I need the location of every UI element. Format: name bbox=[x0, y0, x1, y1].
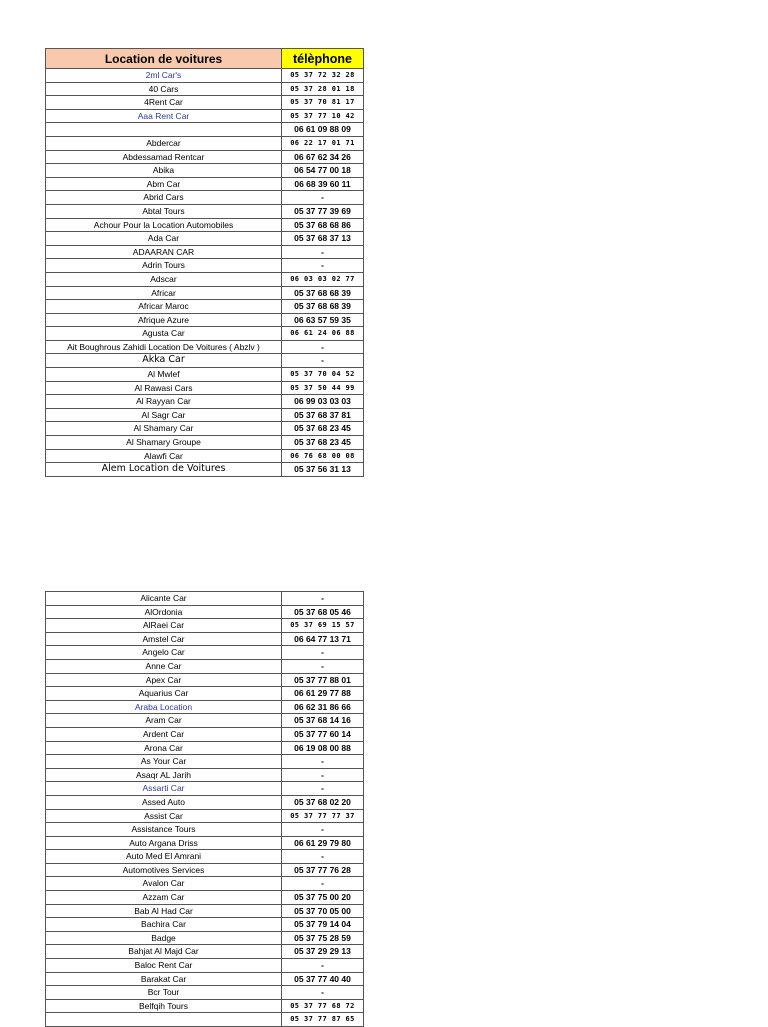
table-row bbox=[46, 659, 364, 673]
company-name-cell: 2ml Car's bbox=[46, 69, 282, 83]
phone-cell: 06 62 31 86 66 bbox=[282, 700, 364, 714]
company-name-cell: Azzam Car bbox=[46, 891, 282, 905]
table-row bbox=[46, 592, 364, 606]
company-name-cell: Bab Al Had Car bbox=[46, 904, 282, 918]
phone-cell: 05 37 70 04 52 bbox=[282, 368, 364, 382]
table-row bbox=[46, 795, 364, 809]
company-name-cell: Adrin Tours bbox=[46, 259, 282, 273]
table-row bbox=[46, 605, 364, 619]
company-name-cell: Africar Maroc bbox=[46, 300, 282, 314]
phone-cell: - bbox=[282, 850, 364, 864]
phone-cell: 05 37 68 37 81 bbox=[282, 408, 364, 422]
table-row bbox=[46, 646, 364, 660]
company-name-cell: Al Rayyan Car bbox=[46, 395, 282, 409]
company-name-cell: Bahjat Al Majd Car bbox=[46, 945, 282, 959]
table-row bbox=[46, 204, 364, 218]
company-name-cell: Agusta Car bbox=[46, 327, 282, 341]
table-row bbox=[46, 123, 364, 137]
company-name-cell: Amstel Car bbox=[46, 632, 282, 646]
table-row bbox=[46, 177, 364, 191]
phone-cell: 05 37 68 23 45 bbox=[282, 436, 364, 450]
table-row bbox=[46, 727, 364, 741]
table-row bbox=[46, 632, 364, 646]
table-row bbox=[46, 850, 364, 864]
phone-cell: 05 37 77 87 65 bbox=[282, 1013, 364, 1027]
company-name-cell: AlOrdonia bbox=[46, 605, 282, 619]
phone-cell: 05 37 77 88 01 bbox=[282, 673, 364, 687]
phone-cell: 05 37 77 68 72 bbox=[282, 999, 364, 1013]
company-name-cell: Auto Med El Amrani bbox=[46, 850, 282, 864]
phone-cell: - bbox=[282, 354, 364, 368]
phone-cell: 05 37 68 37 13 bbox=[282, 232, 364, 246]
table-row bbox=[46, 755, 364, 769]
table-row bbox=[46, 422, 364, 436]
phone-cell: - bbox=[282, 782, 364, 796]
phone-cell: 05 37 77 77 37 bbox=[282, 809, 364, 823]
company-name-cell: Auto Argana Driss bbox=[46, 836, 282, 850]
phone-cell: 06 19 08 00 88 bbox=[282, 741, 364, 755]
phone-cell: 05 37 68 23 45 bbox=[282, 422, 364, 436]
table-row bbox=[46, 82, 364, 96]
table-row bbox=[46, 395, 364, 409]
phone-cell: - bbox=[282, 659, 364, 673]
table-row bbox=[46, 340, 364, 354]
phone-cell: - bbox=[282, 959, 364, 973]
table-row bbox=[46, 836, 364, 850]
phone-cell: 06 64 77 13 71 bbox=[282, 632, 364, 646]
table-row bbox=[46, 191, 364, 205]
company-name-cell: Badge bbox=[46, 931, 282, 945]
table-row bbox=[46, 368, 364, 382]
table-row bbox=[46, 931, 364, 945]
table-row bbox=[46, 218, 364, 232]
table-row bbox=[46, 986, 364, 1000]
table-row bbox=[46, 999, 364, 1013]
company-name-cell: Adscar bbox=[46, 272, 282, 286]
column-header-name: Location de voitures bbox=[46, 49, 282, 69]
phone-cell: 05 37 68 68 39 bbox=[282, 286, 364, 300]
company-name-cell: Ada Car bbox=[46, 232, 282, 246]
phone-cell: 05 37 29 29 13 bbox=[282, 945, 364, 959]
company-name-cell: Assistance Tours bbox=[46, 823, 282, 837]
company-name-cell: Akka Car bbox=[46, 354, 282, 368]
phone-cell: 05 37 56 31 13 bbox=[282, 463, 364, 477]
company-name-cell: Asaqr AL Jarih bbox=[46, 768, 282, 782]
table-row bbox=[46, 619, 364, 633]
phone-cell: - bbox=[282, 259, 364, 273]
phone-cell: - bbox=[282, 986, 364, 1000]
table-row bbox=[46, 232, 364, 246]
company-name-cell: Abdercar bbox=[46, 136, 282, 150]
table-row bbox=[46, 782, 364, 796]
phone-cell: 05 37 68 14 16 bbox=[282, 714, 364, 728]
company-name-cell: Assarti Car bbox=[46, 782, 282, 796]
company-name-cell: 4Rent Car bbox=[46, 96, 282, 110]
phone-cell: 06 54 77 00 18 bbox=[282, 164, 364, 178]
table-row bbox=[46, 327, 364, 341]
phone-cell: 05 37 77 10 42 bbox=[282, 109, 364, 123]
table-row bbox=[46, 109, 364, 123]
company-name-cell: Africar bbox=[46, 286, 282, 300]
company-name-cell: Aram Car bbox=[46, 714, 282, 728]
phone-cell: 05 37 68 02 20 bbox=[282, 795, 364, 809]
table-row bbox=[46, 164, 364, 178]
rental-table-1 bbox=[45, 48, 364, 477]
table-row bbox=[46, 945, 364, 959]
company-name-cell: Alicante Car bbox=[46, 592, 282, 606]
phone-cell: 05 37 70 81 17 bbox=[282, 96, 364, 110]
phone-cell: - bbox=[282, 245, 364, 259]
table-row bbox=[46, 1013, 364, 1027]
table-row bbox=[46, 436, 364, 450]
phone-cell: 06 63 57 59 35 bbox=[282, 313, 364, 327]
table-row bbox=[46, 863, 364, 877]
company-name-cell: ADAARAN CAR bbox=[46, 245, 282, 259]
company-name-cell: Assist Car bbox=[46, 809, 282, 823]
phone-cell: 06 99 03 03 03 bbox=[282, 395, 364, 409]
company-name-cell: Avalon Car bbox=[46, 877, 282, 891]
company-name-cell: Apex Car bbox=[46, 673, 282, 687]
phone-cell: 05 37 77 40 40 bbox=[282, 972, 364, 986]
table-row bbox=[46, 673, 364, 687]
company-name-cell: Alem Location de Voitures bbox=[46, 463, 282, 477]
phone-cell: 06 61 29 77 88 bbox=[282, 687, 364, 701]
phone-cell: - bbox=[282, 877, 364, 891]
company-name-cell: Baloc Rent Car bbox=[46, 959, 282, 973]
phone-cell: - bbox=[282, 592, 364, 606]
column-header-phone: télèphone bbox=[282, 49, 364, 69]
table-row bbox=[46, 714, 364, 728]
table-row bbox=[46, 136, 364, 150]
phone-cell: 05 37 77 39 69 bbox=[282, 204, 364, 218]
company-name-cell: Arona Car bbox=[46, 741, 282, 755]
company-name-cell: Automotives Services bbox=[46, 863, 282, 877]
table-row bbox=[46, 741, 364, 755]
company-name-cell: Abtal Tours bbox=[46, 204, 282, 218]
table-row bbox=[46, 272, 364, 286]
table-row bbox=[46, 408, 364, 422]
table-row bbox=[46, 449, 364, 463]
phone-cell: 06 76 68 00 08 bbox=[282, 449, 364, 463]
table-row bbox=[46, 245, 364, 259]
table-row bbox=[46, 891, 364, 905]
phone-cell: 05 37 69 15 57 bbox=[282, 619, 364, 633]
table-row bbox=[46, 687, 364, 701]
company-name-cell: Angelo Car bbox=[46, 646, 282, 660]
phone-cell: 05 37 75 00 20 bbox=[282, 891, 364, 905]
phone-cell: 06 61 24 06 88 bbox=[282, 327, 364, 341]
company-name-cell: Aaa Rent Car bbox=[46, 109, 282, 123]
phone-cell: 05 37 68 68 39 bbox=[282, 300, 364, 314]
phone-cell: - bbox=[282, 755, 364, 769]
company-name-cell: Aquarius Car bbox=[46, 687, 282, 701]
table-row bbox=[46, 150, 364, 164]
company-name-cell bbox=[46, 123, 282, 137]
company-name-cell: Achour Pour la Location Automobiles bbox=[46, 218, 282, 232]
table-row bbox=[46, 700, 364, 714]
company-name-cell: Barakat Car bbox=[46, 972, 282, 986]
table-row bbox=[46, 259, 364, 273]
company-name-cell: Al Sagr Car bbox=[46, 408, 282, 422]
company-name-cell: Bcr Tour bbox=[46, 986, 282, 1000]
phone-cell: 06 61 09 88 09 bbox=[282, 123, 364, 137]
company-name-cell: Araba Location bbox=[46, 700, 282, 714]
table-row bbox=[46, 300, 364, 314]
company-name-cell: Al Shamary Groupe bbox=[46, 436, 282, 450]
company-name-cell: Ardent Car bbox=[46, 727, 282, 741]
table-row bbox=[46, 381, 364, 395]
company-name-cell bbox=[46, 1013, 282, 1027]
company-name-cell: Abika bbox=[46, 164, 282, 178]
phone-cell: 05 37 75 28 59 bbox=[282, 931, 364, 945]
table-row bbox=[46, 96, 364, 110]
company-name-cell: Al Mwlef bbox=[46, 368, 282, 382]
table-row bbox=[46, 959, 364, 973]
phone-cell: 06 22 17 01 71 bbox=[282, 136, 364, 150]
phone-cell: 06 61 29 79 80 bbox=[282, 836, 364, 850]
phone-cell: 06 67 62 34 26 bbox=[282, 150, 364, 164]
phone-cell: - bbox=[282, 191, 364, 205]
phone-cell: 05 37 79 14 04 bbox=[282, 918, 364, 932]
company-name-cell: Abdessamad Rentcar bbox=[46, 150, 282, 164]
phone-cell: - bbox=[282, 340, 364, 354]
company-name-cell: Anne Car bbox=[46, 659, 282, 673]
company-name-cell: Belfqih Tours bbox=[46, 999, 282, 1013]
phone-cell: 05 37 50 44 99 bbox=[282, 381, 364, 395]
rental-table-2 bbox=[45, 591, 364, 1027]
table-row bbox=[46, 904, 364, 918]
phone-cell: - bbox=[282, 646, 364, 660]
phone-cell: 05 37 68 05 46 bbox=[282, 605, 364, 619]
company-name-cell: Alawfi Car bbox=[46, 449, 282, 463]
company-name-cell: Abm Car bbox=[46, 177, 282, 191]
company-name-cell: AlRaei Car bbox=[46, 619, 282, 633]
company-name-cell: 40 Cars bbox=[46, 82, 282, 96]
company-name-cell: Al Rawasi Cars bbox=[46, 381, 282, 395]
phone-cell: 05 37 70 05 00 bbox=[282, 904, 364, 918]
company-name-cell: Assed Auto bbox=[46, 795, 282, 809]
phone-cell: 05 37 77 60 14 bbox=[282, 727, 364, 741]
phone-cell: 06 68 39 60 11 bbox=[282, 177, 364, 191]
phone-cell: 05 37 28 01 18 bbox=[282, 82, 364, 96]
table-row bbox=[46, 918, 364, 932]
table-body bbox=[46, 69, 364, 477]
table-row bbox=[46, 768, 364, 782]
company-name-cell: As Your Car bbox=[46, 755, 282, 769]
company-name-cell: Abrid Cars bbox=[46, 191, 282, 205]
company-name-cell: Al Shamary Car bbox=[46, 422, 282, 436]
company-name-cell: Ait Boughrous Zahidi Location De Voitures ( Abzlv ) bbox=[46, 340, 282, 354]
table-body bbox=[46, 592, 364, 1027]
table-row bbox=[46, 463, 364, 477]
table-row bbox=[46, 972, 364, 986]
table-row bbox=[46, 354, 364, 368]
company-name-cell: Bachira Car bbox=[46, 918, 282, 932]
table-row bbox=[46, 69, 364, 83]
phone-cell: - bbox=[282, 823, 364, 837]
table-header-row bbox=[46, 49, 364, 69]
table-row bbox=[46, 286, 364, 300]
phone-cell: 06 03 03 02 77 bbox=[282, 272, 364, 286]
table-row bbox=[46, 823, 364, 837]
phone-cell: 05 37 77 76 28 bbox=[282, 863, 364, 877]
company-name-cell: Afrique Azure bbox=[46, 313, 282, 327]
table-row bbox=[46, 877, 364, 891]
phone-cell: - bbox=[282, 768, 364, 782]
table-row bbox=[46, 809, 364, 823]
phone-cell: 05 37 68 68 86 bbox=[282, 218, 364, 232]
phone-cell: 05 37 72 32 28 bbox=[282, 69, 364, 83]
table-row bbox=[46, 313, 364, 327]
